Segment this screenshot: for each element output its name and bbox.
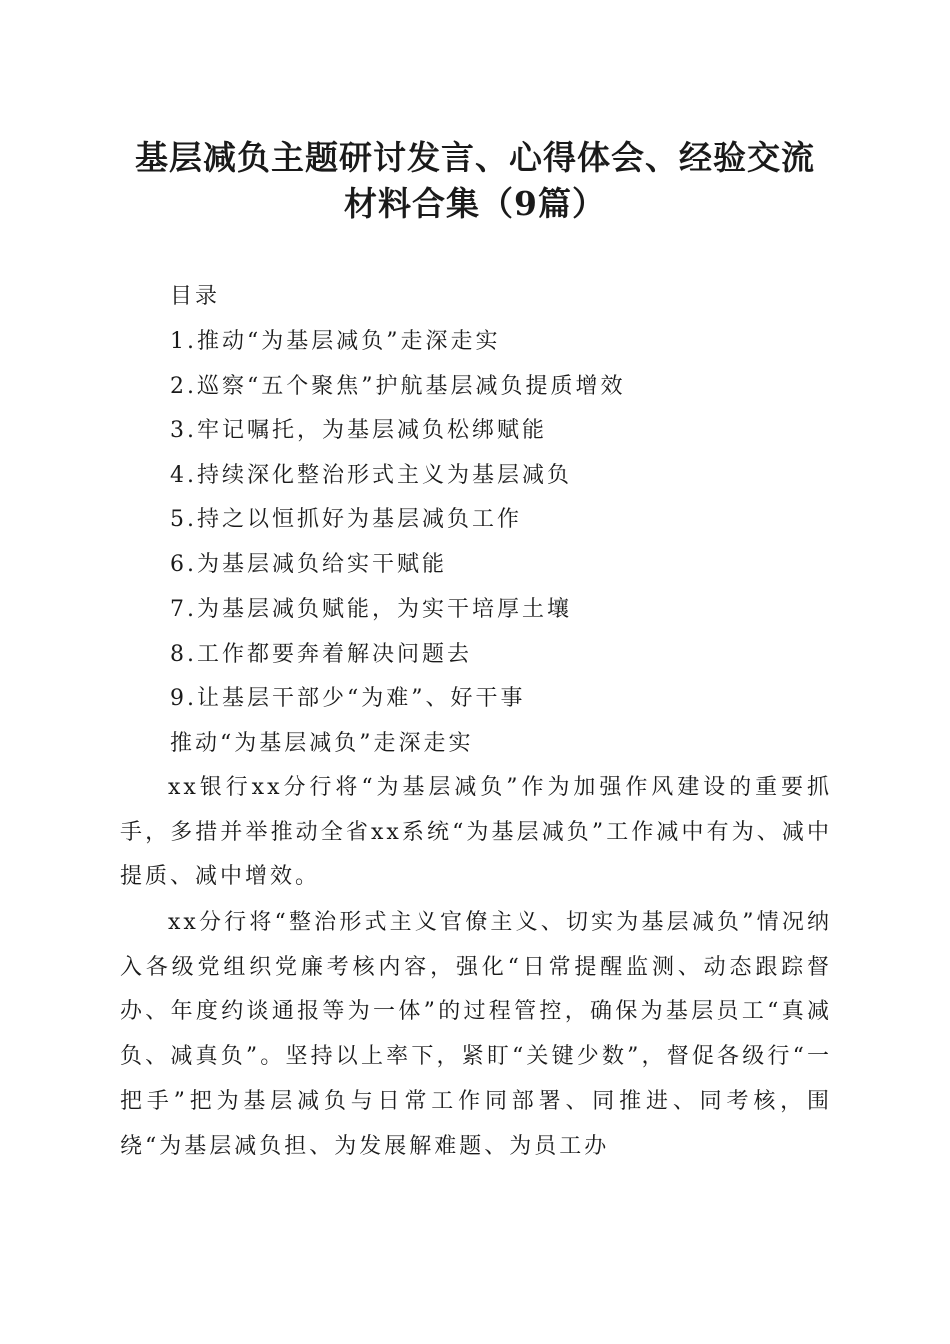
toc-item-9: 9.让基层干部少“为难”、好干事 [170,686,526,711]
toc-item-4: 4.持续深化整治形式主义为基层减负 [170,463,572,488]
document-title-line-1: 基层减负主题研讨发言、心得体会、经验交流 [135,138,815,177]
toc-item-7: 7.为基层减负赋能，为实干培厚土壤 [170,597,572,622]
toc-item-8: 8.工作都要奔着解决问题去 [170,642,472,667]
toc-heading: 目录 [170,284,221,309]
document-title-line-2: 材料合集（9篇） [344,184,606,223]
toc-item-5: 5.持之以恒抓好为基层减负工作 [170,507,522,532]
body-paragraph-2: xx分行将“整治形式主义官僚主义、切实为基层减负”情况纳入各级党组织党廉考核内容，强化“日常提醒监测、动态跟踪督办、年度约谈通报等为一体”的过程管控，确保为基层员工“真减负、减真负”。坚持以上率下，紧盯“关键少数”，督促各级行“一把手”把为基层减负与日常工作同部署、同推进、同考核，围绕“为基层减负担、为发展解难题、为员工办 [120,910,832,1159]
body-paragraph-1: xx银行xx分行将“为基层减负”作为加强作风建设的重要抓手，多措并举推动全省xx系统“为基层减负”工作减中有为、减中提质、减中增效。 [120,775,832,890]
toc-item-6: 6.为基层减负给实干赋能 [170,552,447,577]
toc-item-3: 3.牢记嘱托，为基层减负松绑赋能 [170,418,547,443]
section-heading: 推动“为基层减负”走深走实 [170,731,474,756]
toc-item-2: 2.巡察“五个聚焦”护航基层减负提质增效 [170,374,626,399]
toc-item-1: 1.推动“为基层减负”走深走实 [170,329,501,354]
